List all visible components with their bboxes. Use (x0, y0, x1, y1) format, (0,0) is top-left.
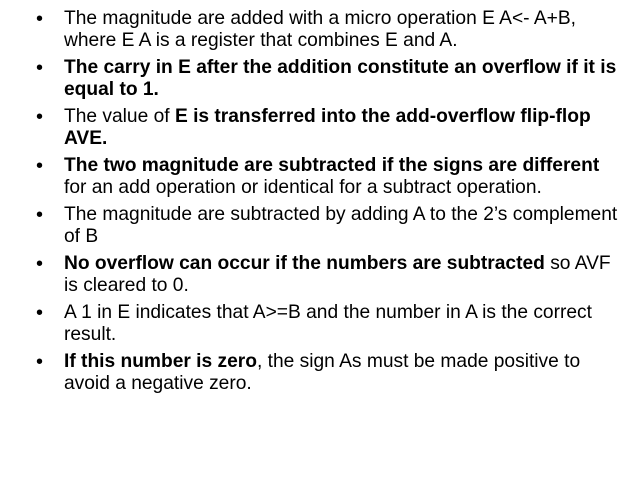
bullet-text-bold: The carry in E after the addition constitute an overflow if it is equal to 1. (64, 57, 617, 100)
bullet-item-5 (36, 204, 622, 248)
bullet-text: The magnitude are added with a micro operation E A<- A+B, where E A is a register that combines E and A. (64, 8, 576, 51)
bullet-text-bold: E is transferred into the add-overflow flip-flop AVE. (64, 106, 591, 149)
bullet-text: so AVF is cleared to 0. (64, 253, 611, 296)
bullet-item-4 (36, 155, 622, 199)
bullet-text-bold: If this number is zero (64, 351, 257, 372)
bullet-item-7 (36, 302, 622, 346)
bullet-item-2 (36, 57, 622, 101)
bullet-text-bold: The two magnitude are subtracted if the signs are different (64, 155, 600, 176)
bullet-item-3 (36, 106, 622, 150)
bullet-text: The magnitude are subtracted by adding A to the 2’s complement of B (64, 204, 618, 247)
bullet-list (36, 8, 622, 395)
bullet-text-bold: No overflow can occur if the numbers are subtracted (64, 253, 545, 274)
bullet-item-6 (36, 253, 622, 297)
bullet-item-8 (36, 351, 622, 395)
bullet-text: for an add operation or identical for a subtract operation. (64, 177, 542, 198)
bullet-text: , the sign As must be made positive to avoid a negative zero. (64, 351, 581, 394)
bullet-text: The value of (64, 106, 175, 127)
bullet-text: A 1 in E indicates that A>=B and the number in A is the correct result. (64, 302, 592, 345)
bullet-item-1 (36, 8, 622, 52)
